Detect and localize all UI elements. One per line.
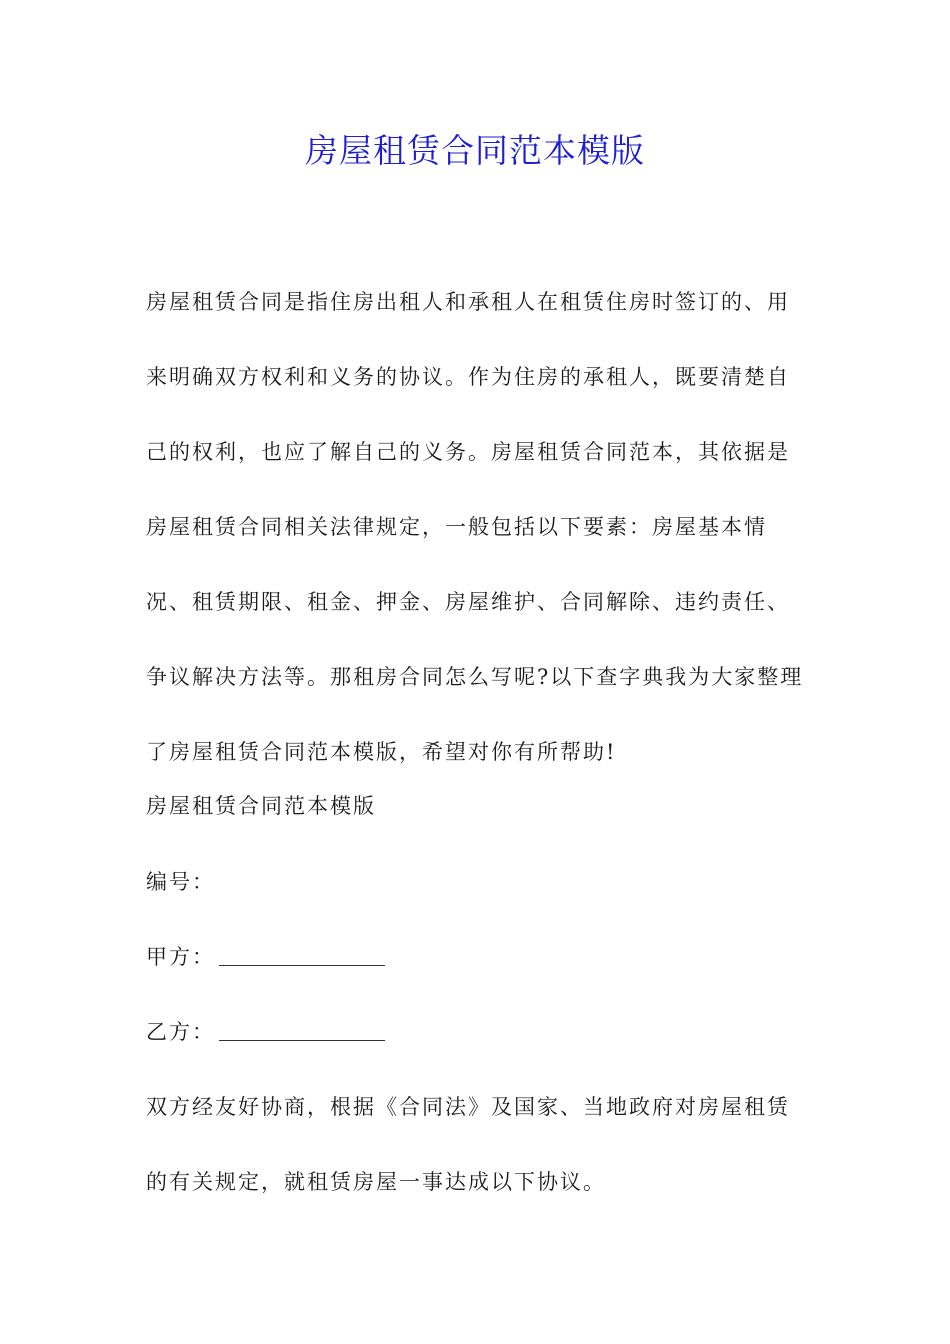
party-a-blank-line	[219, 964, 385, 966]
contract-subtitle: 房屋租赁合同范本模版	[146, 794, 376, 818]
agreement-paragraph: 双方经友好协商，根据《合同法》及国家、当地政府对房屋租赁的有关规定，就租赁房屋一事达成以下协议。	[146, 1095, 790, 1194]
document-title: 房屋租赁合同范本模版	[305, 131, 645, 170]
party-b-row	[146, 1012, 385, 1052]
intro-paragraph: 房屋租赁合同是指住房出租人和承租人在租赁住房时签订的、用来明确双方权利和义务的协议。作为住房的承租人，既要清楚自己的权利，也应了解自己的义务。房屋租赁合同范本，其依据是房屋租赁合同相关法律规定，一般包括以下要素：房屋基本情况、租赁期限、租金、押金、房屋维护、合同解除、违约责任、争议解决方法等。那租房合同怎么写呢?以下查字典我为大家整理了房屋租赁合同范本模版，希望对你有所帮助!	[146, 290, 804, 764]
party-a-row	[146, 937, 385, 977]
party-a-label: 甲方：	[146, 945, 215, 969]
party-b-blank-line	[219, 1039, 385, 1041]
party-b-label: 乙方：	[146, 1020, 215, 1044]
contract-number-label: 编号：	[146, 870, 215, 894]
